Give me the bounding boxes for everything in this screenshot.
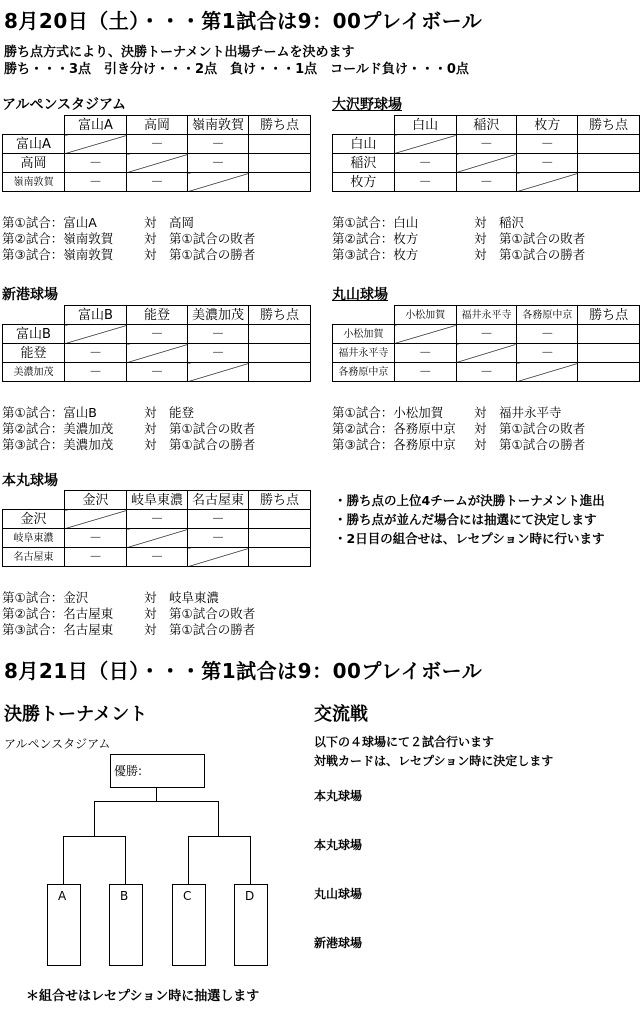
self-match-cell — [394, 135, 456, 154]
column-header-points: 勝ち点 — [578, 116, 640, 135]
self-match-cell — [127, 529, 188, 548]
table-row — [3, 154, 311, 173]
column-header-team: 金沢 — [65, 491, 127, 510]
row-header-team: 白山 — [333, 135, 395, 154]
match-row — [2, 590, 255, 606]
result-cell: － — [517, 344, 578, 363]
column-header-team: 白山 — [394, 116, 456, 135]
match-home: 第③試合：名古屋東 — [2, 622, 114, 637]
points-cell — [578, 344, 640, 363]
exchange-venue-3: 丸山球場 — [314, 887, 363, 901]
match-row — [332, 231, 585, 247]
column-header-team: 嶺南敦賀 — [188, 116, 249, 135]
match-home: 第②試合：嶺南敦賀 — [2, 231, 114, 246]
tournament-venue: アルペンスタジアム — [4, 737, 111, 751]
column-header-team: 福井永平寺 — [456, 306, 517, 325]
exchange-title: 交流戦 — [314, 704, 368, 725]
match-schedule — [2, 405, 255, 453]
self-match-cell — [517, 173, 578, 192]
result-cell: － — [456, 363, 517, 382]
slot-a — [47, 884, 81, 966]
row-header-team: 嶺南敦賀 — [3, 173, 65, 192]
points-cell — [578, 363, 640, 382]
match-opponent: 対 第①試合の勝者 — [474, 437, 586, 452]
table-row — [333, 154, 640, 173]
row-header-team: 名古屋東 — [3, 548, 65, 567]
match-row — [332, 247, 585, 263]
result-cell: － — [456, 173, 517, 192]
column-header-team: 小松加賀 — [394, 306, 456, 325]
table-row — [3, 548, 311, 567]
self-match-cell — [394, 325, 456, 344]
match-home: 第③試合：美濃加茂 — [2, 437, 114, 452]
result-cell: － — [456, 325, 517, 344]
match-row — [332, 215, 585, 231]
venue-title: 本丸球場 — [2, 473, 58, 489]
rules-note-1: 勝ち点方式により、決勝トーナメント出場チームを決めます — [4, 45, 355, 60]
points-cell — [578, 154, 640, 173]
slot-c-label: C — [183, 889, 192, 903]
match-home: 第②試合：枚方 — [332, 231, 419, 246]
table-row — [3, 344, 311, 363]
result-cell: － — [517, 325, 578, 344]
points-cell — [249, 135, 311, 154]
exchange-venue-4: 新港球場 — [314, 936, 363, 950]
table-row — [3, 363, 311, 382]
table-row — [3, 135, 311, 154]
table-row — [333, 344, 640, 363]
bullet-1: ・勝ち点の上位4チームが決勝トーナメント進出 — [334, 493, 605, 508]
self-match-cell — [65, 135, 127, 154]
match-opponent: 対 第①試合の勝者 — [144, 437, 256, 452]
match-home: 第②試合：美濃加茂 — [2, 421, 114, 436]
result-cell: － — [456, 135, 517, 154]
venue-title: アルペンスタジアム — [2, 97, 127, 113]
result-cell: － — [127, 135, 188, 154]
match-opponent: 対 第①試合の敗者 — [474, 421, 586, 436]
winner-box — [110, 754, 205, 788]
match-opponent: 対 岐阜東濃 — [144, 590, 220, 605]
result-cell: － — [188, 325, 249, 344]
result-cell: － — [517, 135, 578, 154]
result-cell: － — [127, 173, 188, 192]
result-cell: － — [65, 154, 127, 173]
row-header-team: 福井永平寺 — [333, 344, 395, 363]
venue-title: 大沢野球場 — [332, 97, 402, 113]
exchange-line-2: 対戦カードは、レセプション時に決定します — [314, 754, 554, 768]
result-cell: － — [394, 363, 456, 382]
match-home: 第③試合：嶺南敦賀 — [2, 247, 114, 262]
match-opponent: 対 第①試合の敗者 — [474, 231, 586, 246]
column-header-team: 美濃加茂 — [188, 306, 249, 325]
standings-table — [332, 305, 640, 382]
match-home: 第②試合：名古屋東 — [2, 606, 114, 621]
self-match-cell — [188, 363, 249, 382]
match-row — [2, 215, 255, 231]
result-cell: － — [127, 510, 188, 529]
column-header-team: 名古屋東 — [188, 491, 249, 510]
tournament-title: 決勝トーナメント — [4, 704, 148, 725]
bullet-2: ・勝ち点が並んだ場合には抽選にて決定します — [334, 512, 597, 527]
match-opponent: 対 第①試合の敗者 — [144, 231, 256, 246]
column-header-points: 勝ち点 — [249, 306, 311, 325]
row-header-team: 富山A — [3, 135, 65, 154]
points-cell — [249, 173, 311, 192]
result-cell: － — [394, 173, 456, 192]
slot-b-label: B — [120, 889, 129, 903]
winner-label: 優勝: — [114, 764, 143, 778]
table-row — [3, 529, 311, 548]
points-cell — [578, 325, 640, 344]
match-row — [2, 405, 255, 421]
result-cell: － — [65, 344, 127, 363]
result-cell: － — [394, 344, 456, 363]
table-row — [333, 173, 640, 192]
match-opponent: 対 能登 — [144, 405, 195, 420]
row-header-team: 小松加賀 — [333, 325, 395, 344]
match-home: 第①試合：白山 — [332, 215, 419, 230]
result-cell: － — [65, 529, 127, 548]
column-header-team: 稲沢 — [456, 116, 517, 135]
table-row — [3, 173, 311, 192]
column-header-team: 能登 — [127, 306, 188, 325]
standings-table — [2, 490, 311, 567]
row-header-team: 富山B — [3, 325, 65, 344]
result-cell: － — [127, 325, 188, 344]
standings-table — [2, 305, 311, 382]
match-opponent: 対 第①試合の勝者 — [144, 622, 256, 637]
standings-table — [2, 115, 311, 192]
points-cell — [249, 344, 311, 363]
row-header-team: 各務原中京 — [333, 363, 395, 382]
table-row — [3, 325, 311, 344]
standings-table — [332, 115, 640, 192]
slot-d-label: D — [245, 889, 255, 903]
self-match-cell — [456, 344, 517, 363]
slot-b — [109, 884, 143, 966]
match-opponent: 対 高岡 — [144, 215, 195, 230]
tournament-footnote: ＊組合せはレセプション時に抽選します — [26, 989, 260, 1004]
match-opponent: 対 福井永平寺 — [474, 405, 562, 420]
column-header-team: 枚方 — [517, 116, 578, 135]
match-row — [332, 405, 585, 421]
self-match-cell — [65, 510, 127, 529]
column-header-points: 勝ち点 — [249, 116, 311, 135]
table-row — [333, 325, 640, 344]
points-cell — [578, 173, 640, 192]
venue-title: 新港球場 — [2, 287, 58, 303]
points-cell — [249, 154, 311, 173]
match-row — [2, 231, 255, 247]
column-header-team: 富山B — [65, 306, 127, 325]
column-header-team: 岐阜東濃 — [127, 491, 188, 510]
match-opponent: 対 第①試合の勝者 — [474, 247, 586, 262]
column-header-team: 高岡 — [127, 116, 188, 135]
match-home: 第③試合：各務原中京 — [332, 437, 456, 452]
match-home: 第①試合：金沢 — [2, 590, 89, 605]
result-cell: － — [188, 529, 249, 548]
match-opponent: 対 稲沢 — [474, 215, 525, 230]
match-row — [332, 421, 585, 437]
self-match-cell — [456, 154, 517, 173]
self-match-cell — [188, 548, 249, 567]
slot-d — [234, 884, 268, 966]
result-cell: － — [65, 363, 127, 382]
table-row — [3, 510, 311, 529]
match-row — [2, 437, 255, 453]
exchange-venue-2: 本丸球場 — [314, 838, 363, 852]
points-cell — [249, 529, 311, 548]
match-row — [2, 606, 255, 622]
row-header-team: 枚方 — [333, 173, 395, 192]
column-header-points: 勝ち点 — [578, 306, 640, 325]
result-cell: － — [188, 510, 249, 529]
row-header-team: 美濃加茂 — [3, 363, 65, 382]
row-header-team: 金沢 — [3, 510, 65, 529]
result-cell: － — [188, 154, 249, 173]
result-cell: － — [65, 548, 127, 567]
day1-heading: 8月20日（土）・・・第1試合は9：00プレイボール — [4, 9, 483, 33]
result-cell: － — [65, 173, 127, 192]
points-cell — [249, 325, 311, 344]
match-home: 第①試合：富山B — [2, 405, 97, 420]
match-row — [2, 421, 255, 437]
match-row — [2, 247, 255, 263]
self-match-cell — [188, 173, 249, 192]
result-cell: － — [127, 548, 188, 567]
day2-heading: 8月21日（日）・・・第1試合は9：00プレイボール — [4, 659, 483, 683]
match-row — [2, 622, 255, 638]
match-home: 第③試合：枚方 — [332, 247, 419, 262]
match-schedule — [332, 405, 585, 453]
points-cell — [249, 548, 311, 567]
venue-title: 丸山球場 — [332, 287, 388, 303]
rules-note-2: 勝ち・・・3点 引き分け・・・2点 負け・・・1点 コールド負け・・・0点 — [4, 62, 469, 77]
column-header-team: 各務原中京 — [517, 306, 578, 325]
self-match-cell — [127, 154, 188, 173]
match-opponent: 対 第①試合の敗者 — [144, 421, 256, 436]
column-header-team: 富山A — [65, 116, 127, 135]
row-header-team: 能登 — [3, 344, 65, 363]
slot-a-label: A — [58, 889, 67, 903]
row-header-team: 稲沢 — [333, 154, 395, 173]
column-header-points: 勝ち点 — [249, 491, 311, 510]
slot-c — [172, 884, 206, 966]
result-cell: － — [127, 363, 188, 382]
row-header-team: 岐阜東濃 — [3, 529, 65, 548]
match-home: 第①試合：富山A — [2, 215, 97, 230]
self-match-cell — [517, 363, 578, 382]
match-schedule — [2, 215, 255, 263]
match-opponent: 対 第①試合の敗者 — [144, 606, 256, 621]
self-match-cell — [127, 344, 188, 363]
points-cell — [249, 363, 311, 382]
match-row — [332, 437, 585, 453]
table-row — [333, 363, 640, 382]
row-header-team: 高岡 — [3, 154, 65, 173]
exchange-line-1: 以下の４球場にて２試合行います — [314, 735, 495, 749]
result-cell: － — [188, 135, 249, 154]
table-row — [333, 135, 640, 154]
match-home: 第②試合：各務原中京 — [332, 421, 456, 436]
advancement-notes — [334, 491, 605, 548]
result-cell: － — [517, 154, 578, 173]
match-schedule — [2, 590, 255, 638]
match-home: 第①試合：小松加賀 — [332, 405, 444, 420]
points-cell — [249, 510, 311, 529]
result-cell: － — [188, 344, 249, 363]
points-cell — [578, 135, 640, 154]
bullet-3: ・2日目の組合せは、レセプション時に行います — [334, 531, 605, 546]
result-cell: － — [394, 154, 456, 173]
self-match-cell — [65, 325, 127, 344]
exchange-venue-1: 本丸球場 — [314, 789, 363, 803]
match-schedule — [332, 215, 585, 263]
match-opponent: 対 第①試合の勝者 — [144, 247, 256, 262]
